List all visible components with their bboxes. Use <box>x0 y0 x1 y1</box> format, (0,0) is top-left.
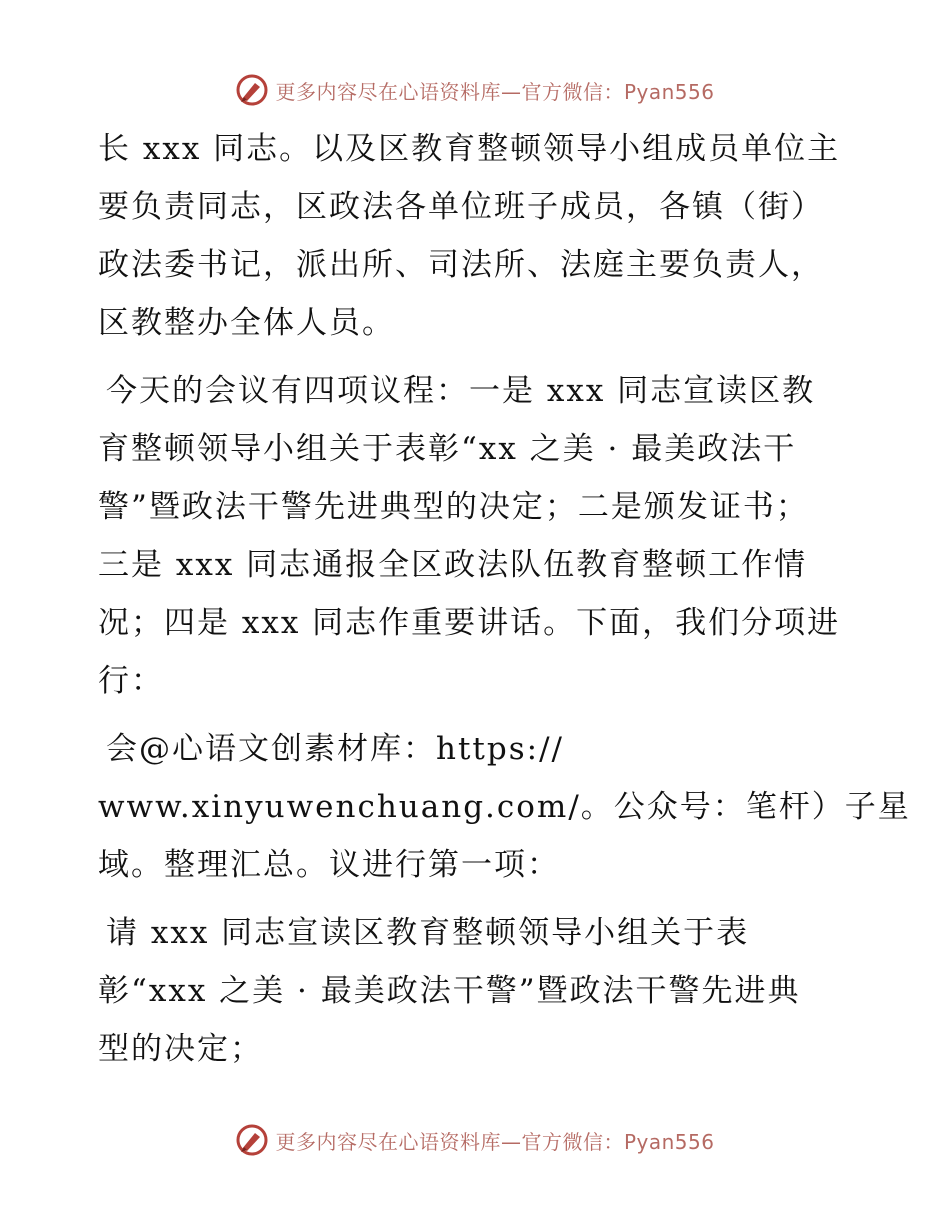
paragraph-attendees <box>98 120 858 352</box>
paragraph-source-note <box>98 720 911 894</box>
text-line: 彰“xxx 之美 · 最美政法干警”暨政法干警先进典 <box>98 973 801 1009</box>
document-body <box>98 120 911 1078</box>
text-line: 况；四是 xxx 同志作重要讲话。下面，我们分项进 <box>98 605 841 641</box>
footer-banner-text: 更多内容尽在心语资料库—官方微信：Pyan556 <box>275 1129 715 1154</box>
text-line: 三是 xxx 同志通报全区政法队伍教育整顿工作情 <box>98 547 808 583</box>
header-banner-text: 更多内容尽在心语资料库—官方微信：Pyan556 <box>275 79 715 104</box>
paragraph-first-item <box>98 904 858 1078</box>
text-line: 请 xxx 同志宣读区教育整顿领导小组关于表 <box>106 915 750 951</box>
text-line: 域。整理汇总。议进行第一项： <box>98 847 560 883</box>
text-line: 警”暨政法干警先进典型的决定；二是颁发证书； <box>98 489 809 525</box>
text-line: 会@心语文创素材库：https:// <box>106 731 564 767</box>
pen-logo-icon <box>235 73 269 107</box>
text-line: 长 xxx 同志。以及区教育整顿领导小组成员单位主 <box>98 131 841 167</box>
text-line: 育整顿领导小组关于表彰“xx 之美 · 最美政法干 <box>98 431 797 467</box>
pen-logo-icon <box>235 1123 269 1157</box>
text-line: 今天的会议有四项议程：一是 xxx 同志宣读区教 <box>106 373 816 409</box>
header-banner <box>0 70 950 110</box>
text-line: 要负责同志，区政法各单位班子成员，各镇（街） <box>98 189 824 225</box>
footer-banner <box>0 1120 950 1160</box>
text-line: 型的决定； <box>98 1031 263 1067</box>
paragraph-agenda <box>98 362 858 710</box>
text-line: 区教整办全体人员。 <box>98 305 395 341</box>
text-line: 行： <box>98 663 164 699</box>
text-line: www.xinyuwenchuang.com/。公众号：笔杆）子星 <box>98 789 911 825</box>
text-line: 政法委书记，派出所、司法所、法庭主要负责人， <box>98 247 824 283</box>
